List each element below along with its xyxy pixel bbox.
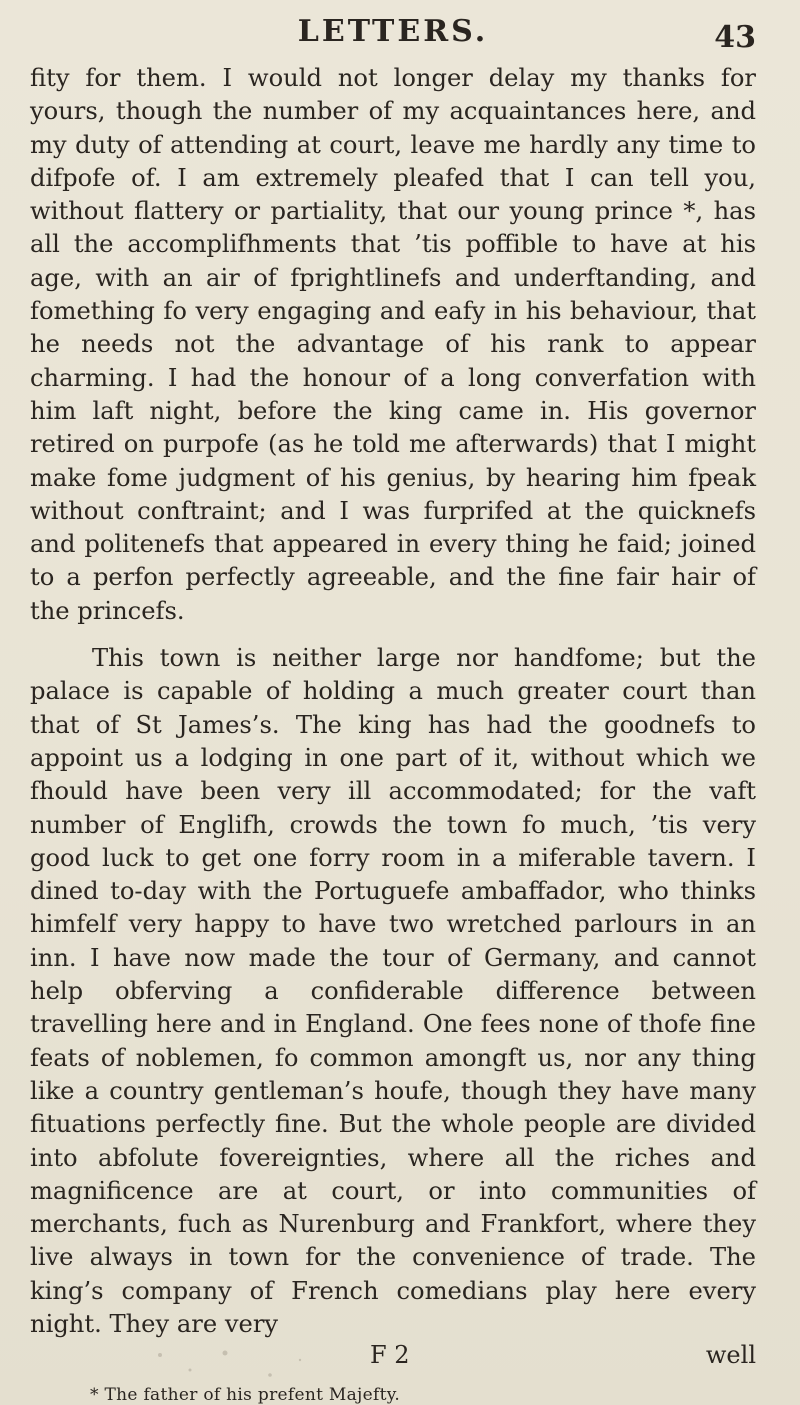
page-header <box>30 0 756 62</box>
footnote: * The father of his prefent Majefty. <box>90 1385 401 1405</box>
paragraph-2: This town is neither large nor handfome; but the palace is capable of holding a much greater court than that of St James’s. The king has had the goodnefs to appoint us a lodging in one part of it, without which we fhould have been very ill accommodated; for the vaft number of Englifh, crowds the town fo much, ’tis very good luck to get one forry room in a miferable tavern. I dined to-day with the Portuguefe ambaffador, who thinks himfelf very happy to have two wretched parlours in an inn. I have now made the tour of Germany, and cannot help obferving a confiderable difference between travelling here and in England. One fees none of thofe fine feats of noblemen, fo common amongft us, nor any thing like a country gentleman’s houfe, though they have many fituations perfectly fine. But the whole people are divided into abfolute fovereignties, where all the riches and magnificence are at court, or into communities of merchants, fuch as Nurenburg and Frankfort, where they live always in town for the convenience of trade. The king’s company of French comedians play here every night. They are very <box>30 644 756 1338</box>
catchword: well <box>705 1341 756 1370</box>
running-head: LETTERS. <box>297 14 489 49</box>
paragraph-1: fity for them. I would not longer delay my thanks for yours, though the number of my acquaintances here, and my duty of attending at court, leave me hardly any time to difpofe of. I am extremely pleafed that I can tell you, without flattery or partiality, that our young prince *, has all the accomplifhments that ’tis poffible to have at his age, with an air of fprightlinefs and underftanding, and fomething fo very engaging and eafy in his behaviour, that he needs not the advantage of his rank to appear charming. I had the honour of a long converfation with him laft night, before the king came in. His governor retired on purpofe (as he told me afterwards) that I might make fome judgment of his genius, by hearing him fpeak without conftraint; and I was furprifed at the quicknefs and politenefs that appeared in every thing he faid; joined to a perfon perfectly agreeable, and the fine fair hair of the princefs. <box>30 64 756 625</box>
body-text <box>30 62 756 1341</box>
page-number: 43 <box>714 20 756 55</box>
signature-mark: F 2 <box>370 1341 410 1370</box>
paper-bleed-through <box>130 1335 330 1395</box>
